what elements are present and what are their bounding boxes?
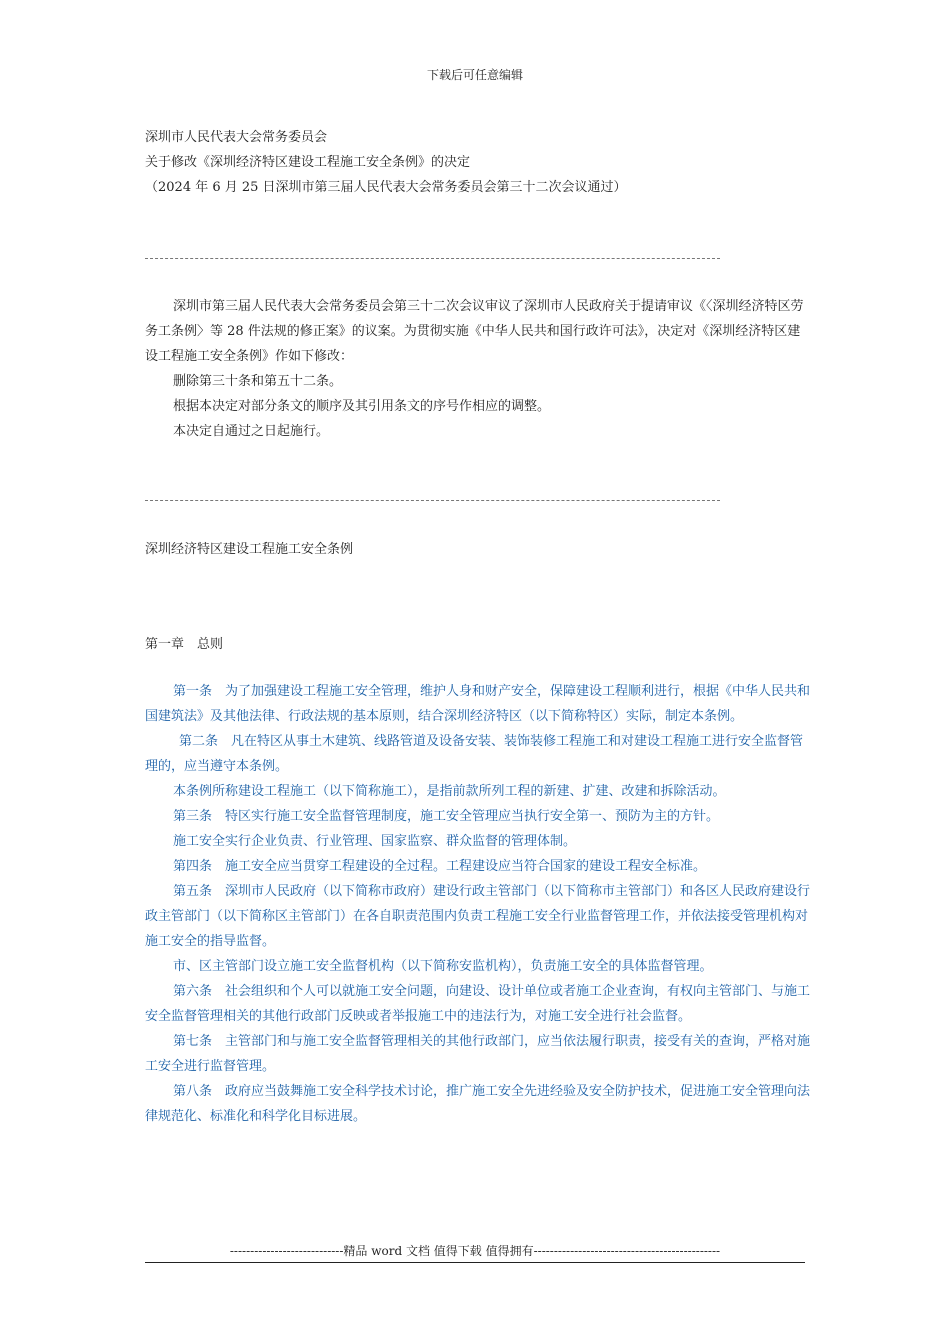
paragraph: 删除第三十条和第五十二条。 [173, 374, 343, 389]
header-note: 下载后可任意编辑 [426, 68, 523, 82]
chapter-heading: 第一章 总则 [145, 637, 224, 652]
article: 第三条 特区实行施工安全监督管理制度，施工安全管理应当执行安全第一、预防为主的方针。 [173, 809, 720, 824]
article: 施工安全实行企业负责、行业管理、国家监察、群众监督的管理体制。 [173, 834, 577, 849]
article: 第七条 主管部门和与施工安全监督管理相关的其他行政部门，应当依法履行职责，接受有关的查询，严格对施工安全进行监督管理。 [145, 1034, 811, 1074]
divider [145, 258, 720, 259]
article: 本条例所称建设工程施工（以下简称施工），是指前款所列工程的新建、扩建、改建和拆除活动。 [173, 784, 726, 799]
decision-title: 关于修改《深圳经济特区建设工程施工安全条例》的决定 [145, 155, 471, 170]
article: 市、区主管部门设立施工安全监督机构（以下简称安监机构），负责施工安全的具体监督管理。 [173, 959, 713, 974]
decision-body [145, 294, 810, 444]
article: 第二条 凡在特区从事土木建筑、线路管道及设备安装、装饰装修工程施工和对建设工程施工进行安全监督管理的，应当遵守本条例。 [145, 734, 804, 774]
decision-heading [145, 125, 810, 200]
paragraph: 本决定自通过之日起施行。 [173, 424, 330, 439]
regulation-articles [145, 679, 810, 1129]
divider [145, 500, 720, 501]
paragraph: 深圳市第三届人民代表大会常务委员会第三十二次会议审议了深圳市人民政府关于提请审议《〈深圳经济特区劳务工条例〉等 28 件法规的修正案》的议案。为贯彻实施《中华人民共和国行政许可法》，决定对《深圳经济特区建设工程施工安全条例》作如下修改： [145, 299, 804, 364]
article: 第五条 深圳市人民政府（以下简称市政府）建设行政主管部门（以下简称市主管部门）和各区人民政府建设行政主管部门（以下简称区主管部门）在各自职责范围内负责工程施工安全行业监督管理工作，并依法接受管理机构对施工安全的指导监督。 [145, 884, 811, 949]
regulation-title: 深圳经济特区建设工程施工安全条例 [145, 542, 354, 557]
decision-adopted: （2024 年 6 月 25 日深圳市第三届人民代表大会常务委员会第三十二次会议通过） [145, 180, 627, 195]
decision-org: 深圳市人民代表大会常务委员会 [145, 130, 328, 145]
article: 第六条 社会组织和个人可以就施工安全问题，向建设、设计单位或者施工企业查询，有权向主管部门、与施工安全监督管理相关的其他行政部门反映或者举报施工中的违法行为，对施工安全进行社会监督。 [145, 984, 811, 1024]
footer-rule [145, 1262, 805, 1263]
article: 第一条 为了加强建设工程施工安全管理，维护人身和财产安全，保障建设工程顺利进行，根据《中华人民共和国建筑法》及其他法律、行政法规的基本原则，结合深圳经济特区（以下简称特区）实际，制定本条例。 [145, 684, 811, 724]
article: 第八条 政府应当鼓舞施工安全科学技术讨论，推广施工安全先进经验及安全防护技术，促进施工安全管理向法律规范化、标准化和科学化目标进展。 [145, 1084, 811, 1124]
paragraph: 根据本决定对部分条文的顺序及其引用条文的序号作相应的调整。 [173, 399, 551, 414]
footer-text: ----------------------------精品 word 文档 值得下载 值得拥有---------------------------------------------- [229, 1244, 721, 1258]
article: 第四条 施工安全应当贯穿工程建设的全过程。工程建设应当符合国家的建设工程安全标准。 [173, 859, 707, 874]
